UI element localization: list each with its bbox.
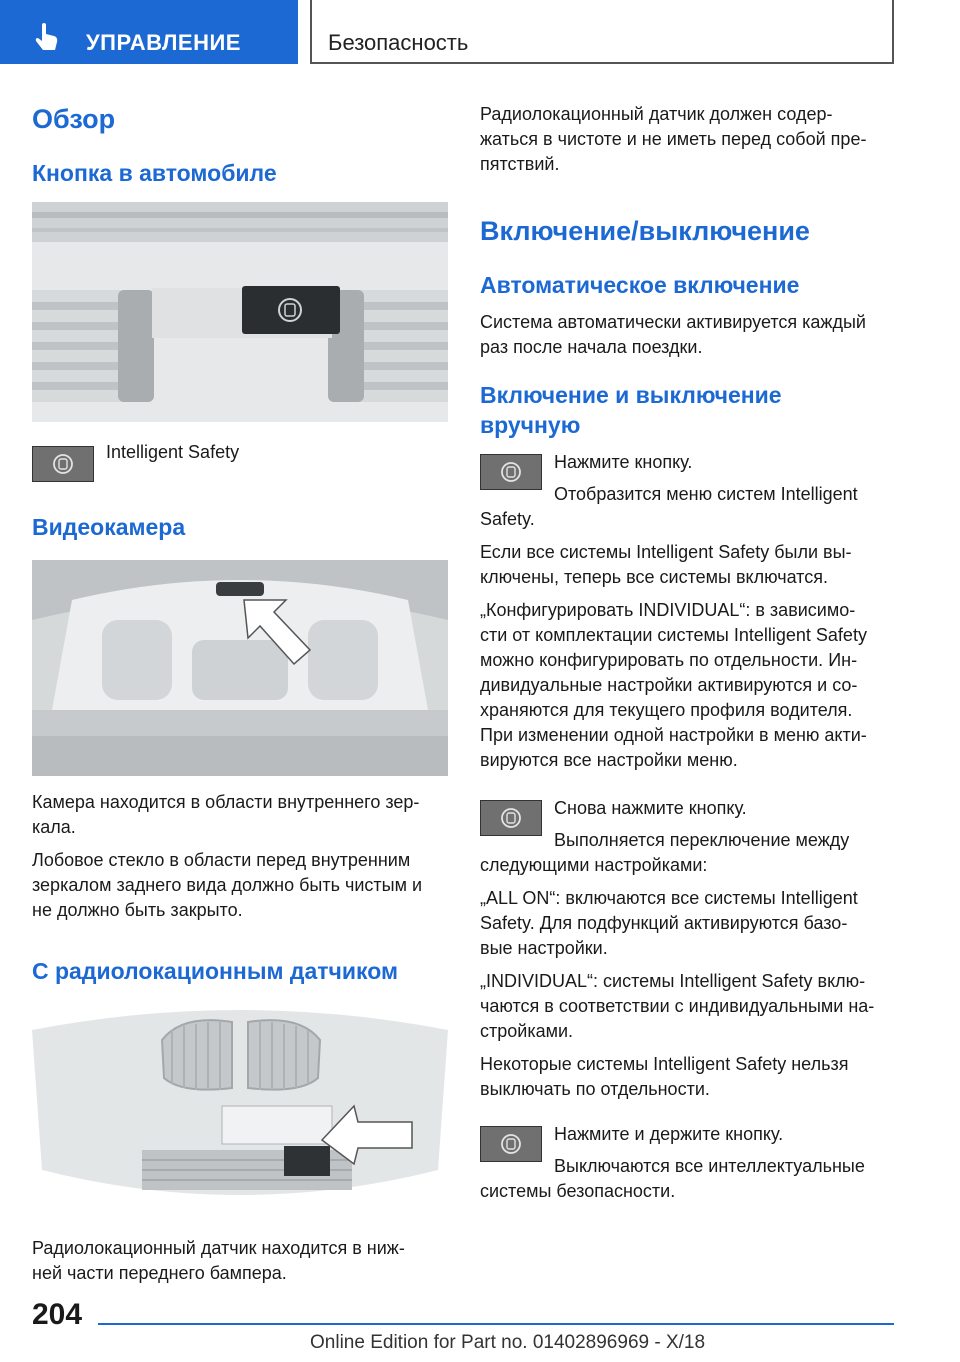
cfg-text-f: При изменении одной настройки в меню акти- — [480, 725, 867, 745]
camera-text-2a: Лобовое стекло в области перед внутренним — [32, 850, 411, 870]
cfg-text-e: храняются для текущего профиля водителя. — [480, 700, 853, 720]
intelligent-safety-button-icon — [480, 454, 542, 490]
cfg-text-a: „Конфигурировать INDIVIDUAL“: в зависимо- — [480, 600, 856, 620]
dashboard-button-image — [32, 202, 448, 422]
off-text-b: системы безопасности. — [480, 1181, 676, 1201]
press-again-text: Снова нажмите кнопку. — [554, 798, 747, 818]
indiv-text-c: стройками. — [480, 1021, 574, 1041]
radar-heading: С радиолокационным датчиком — [32, 958, 398, 984]
if-text-b: ключены, теперь все системы включатся. — [480, 567, 828, 587]
switch-text-b: следующими настройками: — [480, 855, 708, 875]
allon-text-c: вые настройки. — [480, 938, 608, 958]
manual-heading-b: вручную — [480, 412, 581, 438]
camera-text-2c: не должно быть закрыто. — [32, 900, 243, 920]
footer-edition: Online Edition for Part no. 01402896969 - X/18 — [310, 1332, 706, 1353]
intelligent-safety-button-icon — [480, 800, 542, 836]
section-tab[interactable] — [0, 0, 298, 64]
hand-pointer-icon — [34, 22, 60, 52]
camera-text-1b: кала. — [32, 817, 76, 837]
radar-text-2c: пятствий. — [480, 154, 560, 174]
indiv-text-a: „INDIVIDUAL“: системы Intelligent Safety вклю- — [480, 971, 866, 991]
radar-text-1b: ней части переднего бампера. — [32, 1263, 287, 1283]
intelligent-safety-icon — [33, 447, 93, 481]
intelligent-safety-icon — [481, 801, 541, 835]
intelligent-safety-icon — [481, 1127, 541, 1161]
indiv-text-b: чаются в соответствии с индивидуальными на- — [480, 996, 875, 1016]
auto-text-a: Система автоматически активируется каждый — [480, 312, 866, 332]
press-hold-text: Нажмите и держите кнопку. — [554, 1124, 784, 1144]
camera-text-1a: Камера находится в области внутреннего зер- — [32, 792, 420, 812]
overview-heading: Обзор — [32, 104, 116, 134]
radar-text-2b: жаться в чистоте и не иметь перед собой пре- — [480, 129, 867, 149]
off-text-a: Выключаются все интеллектуальные — [554, 1156, 865, 1176]
chapter-title: Безопасность — [328, 30, 469, 55]
cfg-text-g: вируются все настройки меню. — [480, 750, 738, 770]
camera-text-2b: зеркалом заднего вида должно быть чистым и — [32, 875, 423, 895]
allon-text-b: Safety. Для подфункций активируются базо- — [480, 913, 848, 933]
menu-shown-b: Safety. — [480, 509, 535, 529]
allon-text-a: „ALL ON“: включаются все системы Intelligent — [480, 888, 858, 908]
radar-bumper-image — [32, 1000, 448, 1220]
radar-text-2a: Радиолокационный датчик должен содер- — [480, 104, 833, 124]
intelligent-safety-button-icon — [480, 1126, 542, 1162]
section-title: УПРАВЛЕНИЕ — [86, 30, 241, 55]
page-number: 204 — [32, 1298, 83, 1331]
cfg-text-b: сти от комплектации системы Intelligent Safety — [480, 625, 867, 645]
menu-shown-a: Отобразится меню систем Intelligent — [554, 484, 858, 504]
switch-text-a: Выполняется переключение между — [554, 830, 850, 850]
button-heading: Кнопка в автомобиле — [32, 160, 277, 186]
footer-divider — [98, 1323, 894, 1325]
auto-heading: Автоматическое включение — [480, 272, 800, 298]
intelligent-safety-icon — [481, 455, 541, 489]
cfg-text-c: можно конфигурировать по отдельности. Ин- — [480, 650, 858, 670]
intelligent-safety-button-icon — [32, 446, 94, 482]
chapter-header — [310, 0, 894, 64]
if-text-a: Если все системы Intelligent Safety были вы- — [480, 542, 852, 562]
button-caption: Intelligent Safety — [106, 442, 240, 462]
press-button-text: Нажмите кнопку. — [554, 452, 693, 472]
radar-text-1a: Радиолокационный датчик находится в ниж- — [32, 1238, 405, 1258]
camera-windshield-image — [32, 560, 448, 776]
some-text-a: Некоторые системы Intelligent Safety нельзя — [480, 1054, 849, 1074]
onoff-heading: Включение/выключение — [480, 216, 810, 246]
camera-heading: Видеокамера — [32, 514, 186, 540]
manual-heading-a: Включение и выключение — [480, 382, 782, 408]
some-text-b: выключать по отдельности. — [480, 1079, 710, 1099]
cfg-text-d: дивидуальные настройки активируются и со- — [480, 675, 858, 695]
auto-text-b: раз после начала поездки. — [480, 337, 703, 357]
